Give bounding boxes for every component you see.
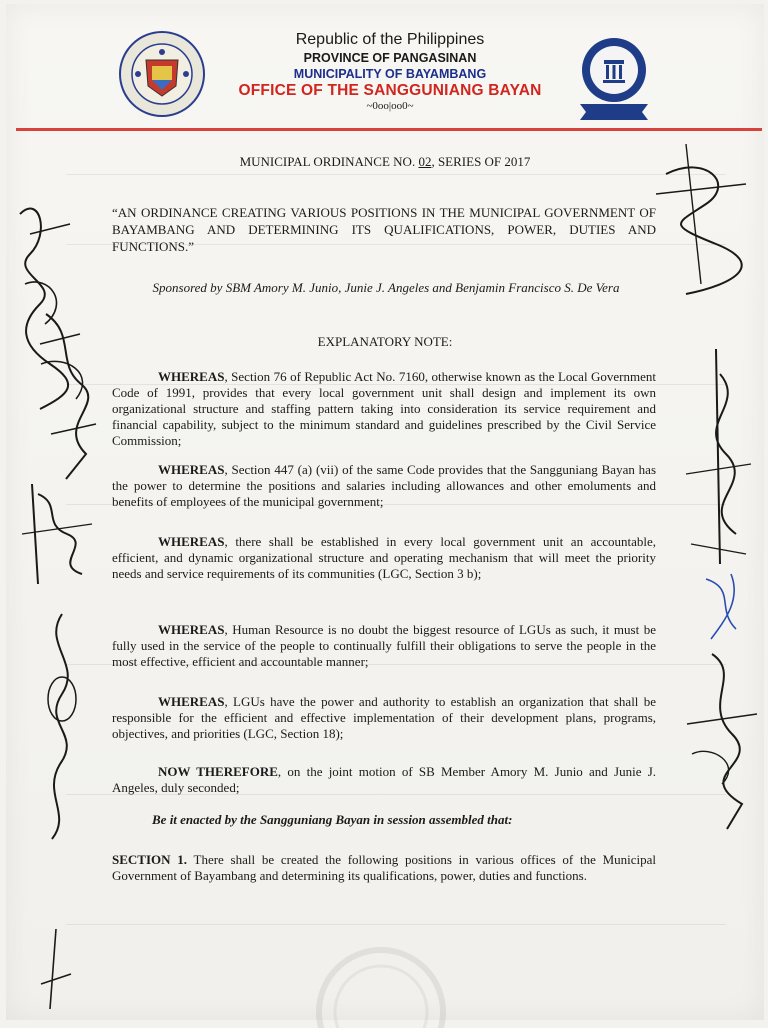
guinness-world-records-icon bbox=[574, 34, 654, 122]
whereas-lead: WHEREAS bbox=[158, 622, 225, 637]
ordinance-series: , SERIES OF 2017 bbox=[431, 154, 531, 169]
document-page bbox=[6, 4, 764, 1020]
whereas-lead: WHEREAS bbox=[158, 369, 225, 384]
signature-icon bbox=[32, 604, 92, 844]
municipal-seal-icon bbox=[116, 30, 208, 118]
signature-icon bbox=[36, 924, 76, 1014]
whereas-text: , Human Resource is no doubt the biggest resource of LGUs as such, it must be fully used in the service of the people to continually fulfill their obligations to serve the people in the most effective, efficient and accountable manner; bbox=[112, 622, 656, 669]
ghost-line bbox=[66, 924, 726, 925]
whereas-paragraph bbox=[112, 369, 656, 449]
province-line: PROVINCE OF PANGASINAN bbox=[303, 51, 477, 65]
ordinance-number-value: 02 bbox=[418, 154, 432, 169]
municipality-line: MUNICIPALITY OF BAYAMBANG bbox=[293, 67, 487, 81]
signature-icon bbox=[36, 304, 106, 484]
header-rule bbox=[16, 128, 762, 131]
header-ornament: ~0oo|oo0~ bbox=[366, 100, 414, 112]
signature-icon bbox=[676, 344, 756, 574]
office-line: OFFICE OF THE SANGGUNIANG BAYAN bbox=[238, 82, 542, 99]
section-1-lead: SECTION 1. bbox=[112, 852, 188, 867]
ordinance-title: “AN ORDINANCE CREATING VARIOUS POSITIONS IN THE MUNICIPAL GOVERNMENT OF BAYAMBANG AND DETERMINING ITS QUALIFICATIONS, POWER, DUTIES AND FUNCTIONS.” bbox=[112, 205, 656, 254]
whereas-text: , LGUs have the power and authority to establish an organization that shall be responsible for the efficient and effective implementation of their development plans, programs, objectives, and priorities (LGC, Section 18); bbox=[112, 694, 656, 741]
ghost-line bbox=[66, 174, 726, 175]
whereas-text: , there shall be established in every local government unit an accountable, efficient, and dynamic organizational structure and operating mechanism that will meet the priority needs and service requirements of its communities (LGC, Section 3 b); bbox=[112, 534, 656, 581]
section-1-text: There shall be created the following positions in various offices of the Municipal Government of Bayambang and determining its qualifications, power, duties and functions. bbox=[112, 852, 657, 883]
whereas-text: , Section 447 (a) (vii) of the same Code provides that the Sangguniang Bayan has the power to determine the positions and salaries including allowances and other emoluments and benefits of employees of the municipal government; bbox=[112, 462, 656, 509]
sponsors-line: Sponsored by SBM Amory M. Junio, Junie J. Angeles and Benjamin Francisco S. De Vera bbox=[152, 280, 620, 295]
whereas-lead: WHEREAS bbox=[158, 534, 225, 549]
now-therefore-lead: NOW THEREFORE bbox=[158, 764, 278, 779]
republic-line: Republic of the Philippines bbox=[295, 31, 485, 48]
ordinance-number-prefix: MUNICIPAL ORDINANCE NO. bbox=[239, 154, 419, 169]
signature-icon bbox=[12, 474, 102, 594]
section-1 bbox=[112, 852, 656, 884]
whereas-lead: WHEREAS bbox=[158, 694, 225, 709]
whereas-paragraph bbox=[112, 462, 656, 510]
whereas-paragraph bbox=[112, 622, 656, 670]
signature-icon bbox=[682, 644, 762, 834]
whereas-paragraph bbox=[112, 534, 656, 582]
now-therefore-paragraph bbox=[112, 764, 656, 796]
signature-icon bbox=[696, 569, 746, 644]
whereas-lead: WHEREAS bbox=[158, 462, 225, 477]
whereas-text: , Section 76 of Republic Act No. 7160, otherwise known as the Local Government Code of 1991, provides that every local government unit shall design and implement its own organizational structure and staffing pattern taking into consideration its service requirement and financial capability, subject to the minimum standard and guidelines prescribed by the Civil Service Commission; bbox=[112, 369, 656, 448]
whereas-paragraph bbox=[112, 694, 656, 742]
embossed-seal-icon bbox=[306, 932, 456, 1028]
signature-icon bbox=[646, 144, 756, 304]
letterhead bbox=[206, 30, 574, 113]
now-therefore-text: , on the joint motion of SB Member Amory M. Junio and Junie J. Angeles, duly seconded; bbox=[112, 764, 657, 795]
explanatory-heading: EXPLANATORY NOTE: bbox=[317, 334, 453, 349]
enacting-clause: Be it enacted by the Sangguniang Bayan in session assembled that: bbox=[152, 812, 513, 827]
